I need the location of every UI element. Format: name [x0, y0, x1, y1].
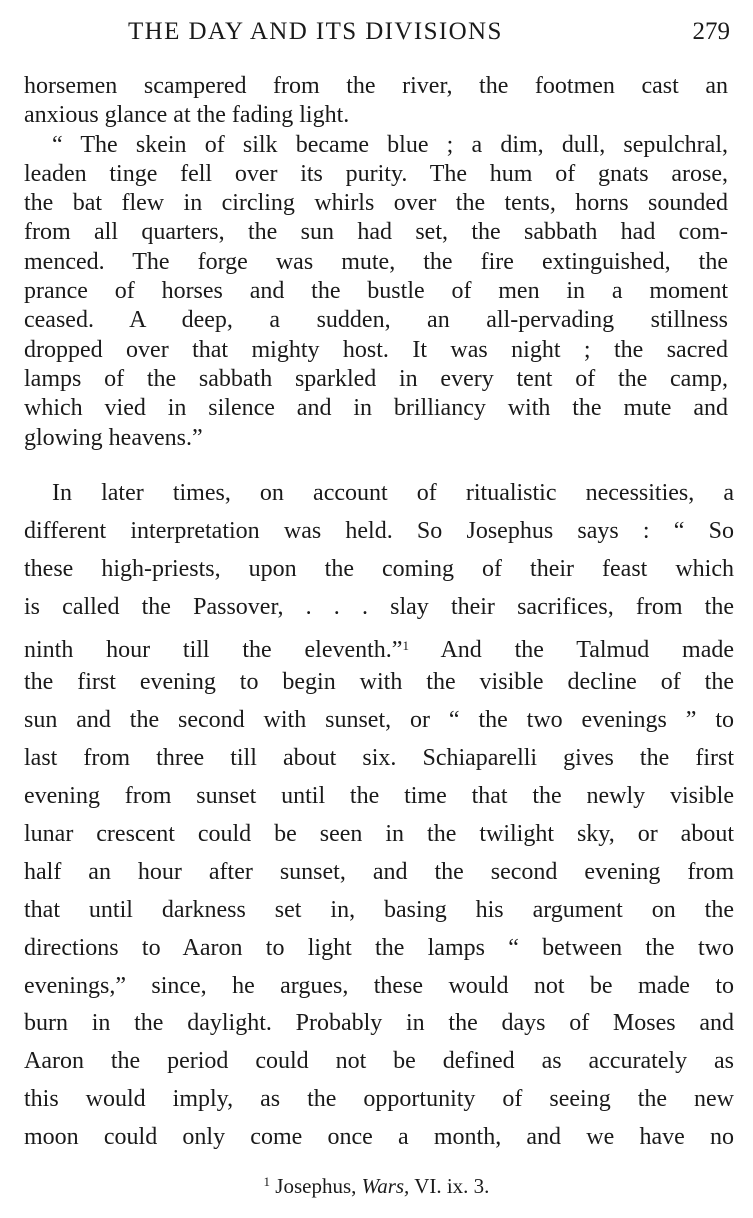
- quote-line: “ The skein of silk became blue ; a dim, dull, sepulchral,: [52, 131, 728, 158]
- paragraph-line: half an hour after sunset, and the second evening from: [24, 858, 734, 885]
- paragraph-line: In later times, on account of ritualistic necessities, a: [52, 480, 734, 506]
- footnote-reference-text: VI. ix. 3.: [414, 1174, 490, 1198]
- paragraph-line: sun and the second with sunset, or “ the two evenings ” to: [24, 707, 734, 734]
- paragraph-line: evenings,” since, he argues, these would not be made to: [24, 972, 734, 999]
- footnote-reference: 1: [402, 637, 409, 653]
- quoted-passage: [24, 72, 728, 453]
- quote-line: horsemen scampered from the river, the footmen cast an: [24, 73, 728, 99]
- page-header: [24, 16, 730, 50]
- quote-line: anxious glance at the fading light.: [24, 102, 350, 129]
- paragraph-line: this would imply, as the opportunity of seeing the new: [24, 1086, 734, 1113]
- body-paragraph: [24, 475, 734, 1157]
- quote-line: dropped over that mighty host. It was night ; the sacred: [24, 336, 728, 363]
- paragraph-line: is called the Passover, . . . slay their sacrifices, from the: [24, 593, 734, 620]
- quote-line: the bat flew in circling whirls over the tents, horns sounded: [24, 190, 728, 217]
- page-number: 279: [692, 18, 730, 45]
- footnote-work: Wars,: [361, 1174, 410, 1198]
- paragraph-line: [24, 627, 734, 665]
- quote-line: which vied in silence and in brilliancy with the mute and: [24, 395, 728, 422]
- paragraph-line: burn in the daylight. Probably in the days of Moses and: [24, 1010, 734, 1037]
- footnote: [0, 1168, 753, 1200]
- quote-line: ceased. A deep, a sudden, an all-pervading stillness: [24, 307, 728, 334]
- running-title: THE DAY AND ITS DIVISIONS: [128, 18, 503, 45]
- paragraph-line: the first evening to begin with the visible decline of the: [24, 669, 734, 696]
- paragraph-line: these high-priests, upon the coming of their feast which: [24, 555, 734, 582]
- quote-line: menced. The forge was mute, the fire extinguished, the: [24, 248, 728, 275]
- paragraph-line: Aaron the period could not be defined as accurately as: [24, 1048, 734, 1075]
- quote-line: leaden tinge fell over its purity. The hum of gnats arose,: [24, 160, 728, 187]
- quote-line: from all quarters, the sun had set, the sabbath had com-: [24, 219, 728, 246]
- footnote-author: Josephus,: [275, 1174, 357, 1198]
- paragraph-line: last from three till about six. Schiaparelli gives the first: [24, 745, 734, 772]
- paragraph-line: that until darkness set in, basing his argument on the: [24, 896, 734, 923]
- paragraph-line: lunar crescent could be seen in the twilight sky, or about: [24, 821, 734, 848]
- footnote-marker: 1: [263, 1174, 271, 1189]
- paragraph-line: directions to Aaron to light the lamps “ between the two: [24, 934, 734, 961]
- paragraph-line-part: ninth hour till the eleventh.”: [24, 636, 403, 663]
- paragraph-line: different interpretation was held. So Josephus says : “ So: [24, 517, 734, 544]
- paragraph-line-part: And the Talmud made: [440, 636, 734, 663]
- quote-line: glowing heavens.”: [24, 424, 203, 451]
- quote-line: lamps of the sabbath sparkled in every tent of the camp,: [24, 365, 728, 392]
- quote-line: prance of horses and the bustle of men in a moment: [24, 278, 728, 305]
- paragraph-line: evening from sunset until the time that the newly visible: [24, 783, 734, 810]
- paragraph-line: moon could only come once a month, and we have no: [24, 1124, 734, 1151]
